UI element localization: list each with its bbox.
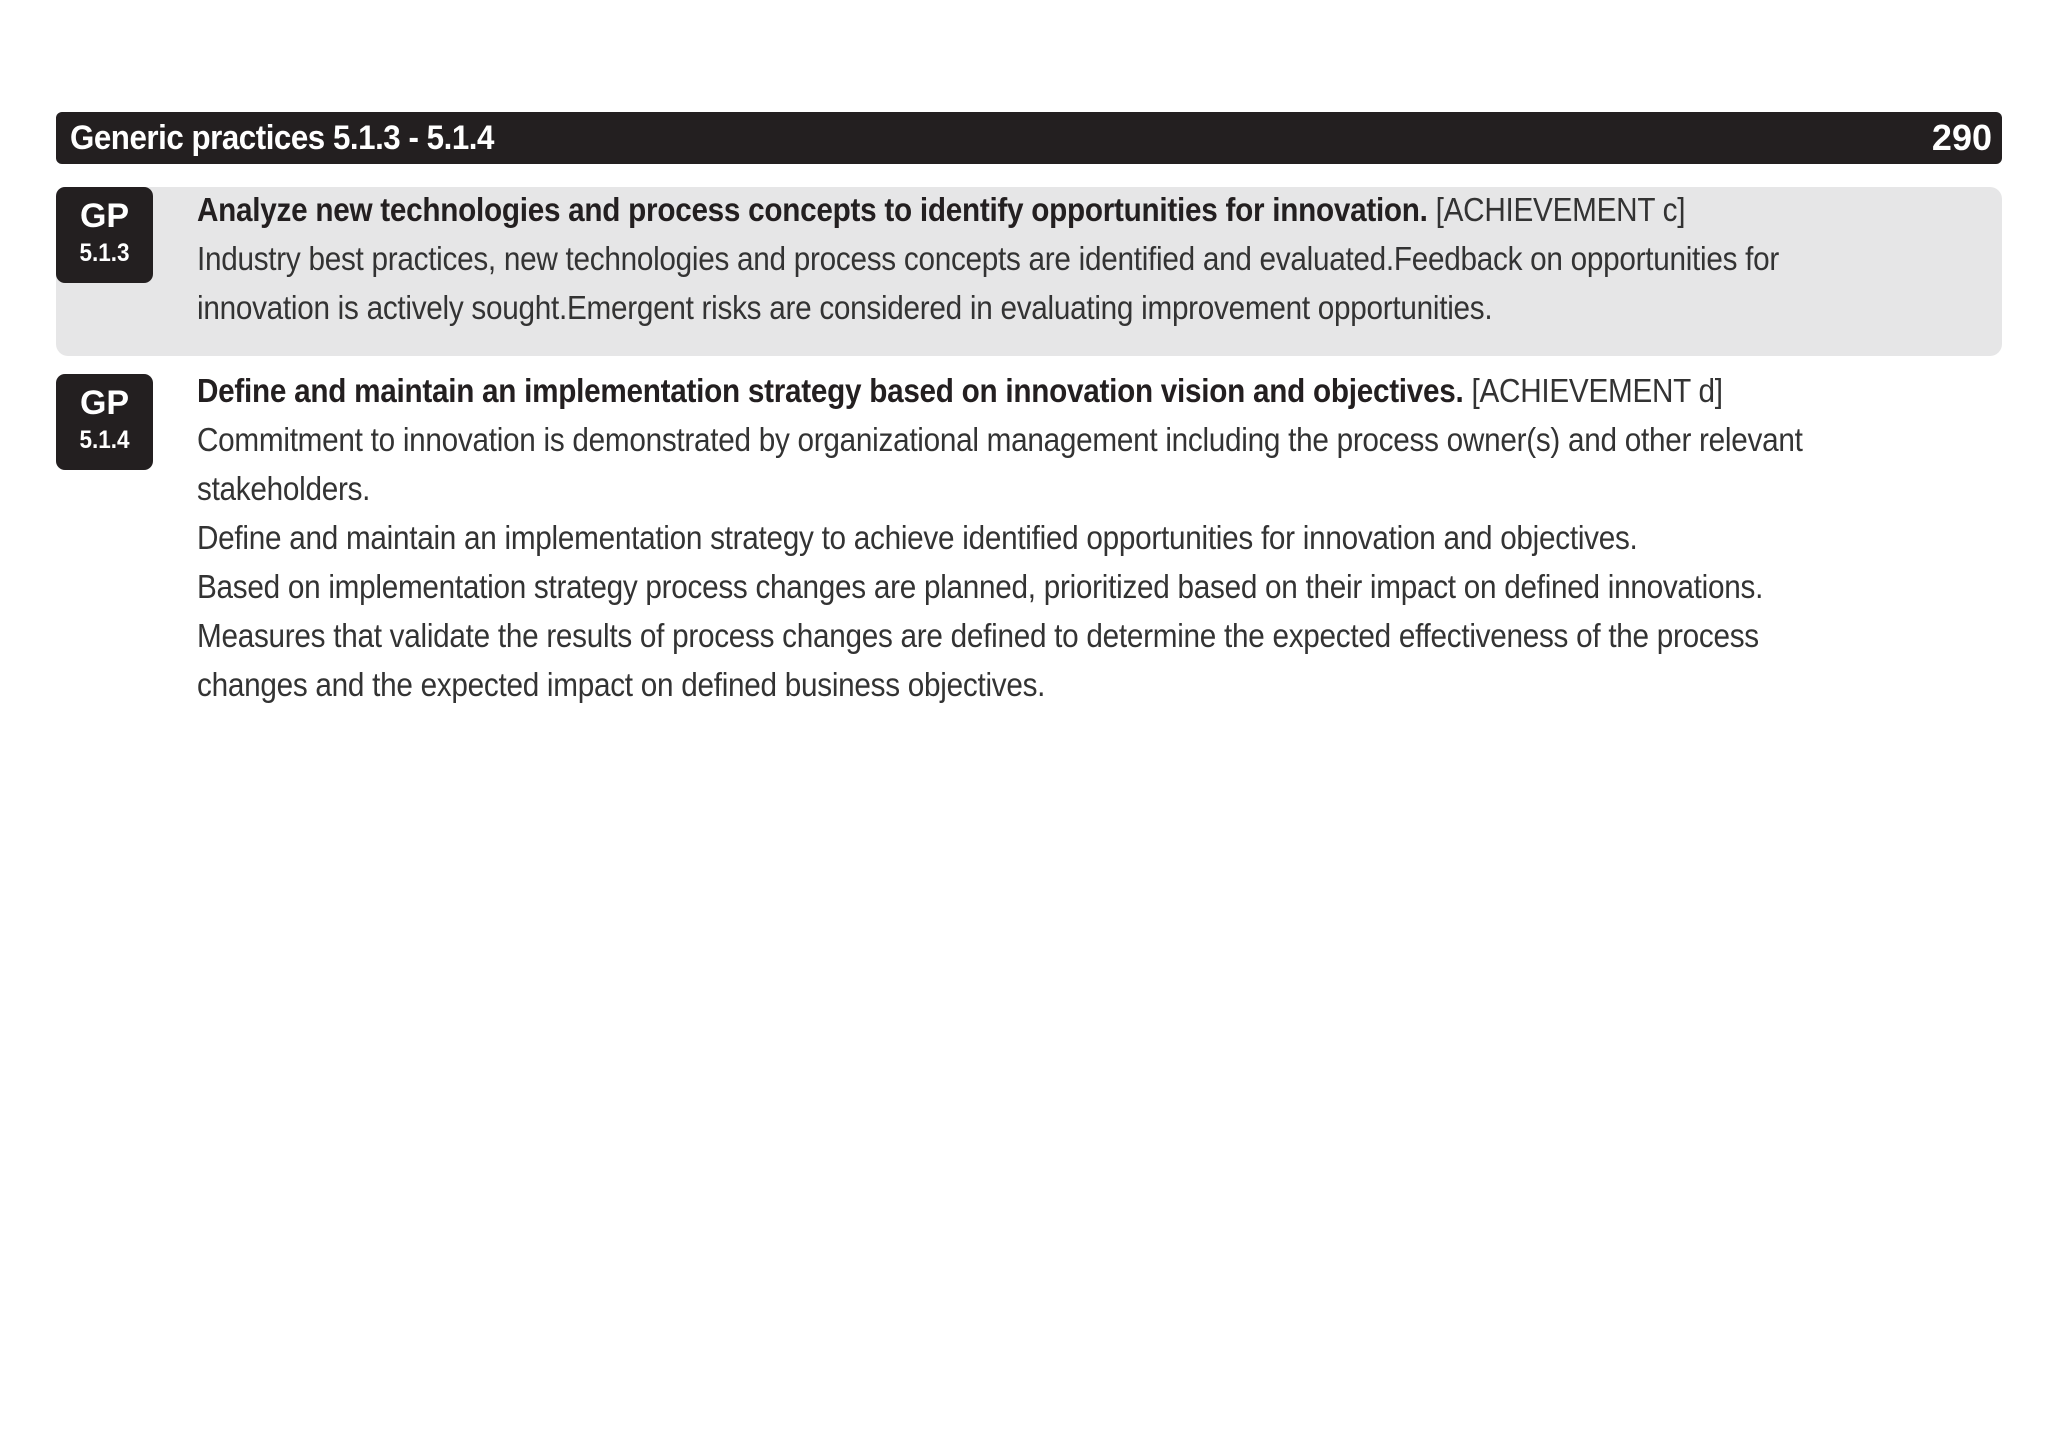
practice-text bbox=[197, 185, 1997, 332]
practice-achievement: [ACHIEVEMENT c] bbox=[1435, 191, 1686, 228]
practice-line: Measures that validate the results of process changes are defined to determine the expected effectiveness of the process bbox=[197, 617, 1759, 654]
page-title: Generic practices 5.1.3 - 5.1.4 bbox=[70, 118, 494, 157]
practice-line: Industry best practices, new technologies and process concepts are identified and evaluated.Feedback on opportunities for bbox=[197, 240, 1780, 277]
practice-line: Define and maintain an implementation strategy to achieve identified opportunities for innovation and objectives. bbox=[197, 519, 1638, 556]
practice-gp-5-1-4 bbox=[56, 374, 2002, 714]
practice-gp-5-1-3 bbox=[56, 187, 2002, 356]
gp-badge bbox=[56, 374, 153, 470]
practice-title: Analyze new technologies and process concepts to identify opportunities for innovation. bbox=[197, 191, 1428, 228]
practice-line: Commitment to innovation is demonstrated by organizational management including the process owner(s) and other relevant bbox=[197, 421, 1803, 458]
practice-achievement: [ACHIEVEMENT d] bbox=[1471, 372, 1723, 409]
gp-badge-number: 5.1.4 bbox=[79, 426, 130, 454]
header-bar bbox=[56, 112, 2002, 164]
practice-heading-line bbox=[197, 185, 1817, 234]
gp-badge-label: GP bbox=[79, 197, 130, 235]
gp-badge-label: GP bbox=[79, 384, 130, 422]
practice-heading-line bbox=[197, 366, 1817, 415]
gp-badge-number: 5.1.3 bbox=[79, 239, 130, 267]
practice-line: stakeholders. bbox=[197, 470, 371, 507]
practice-line: Based on implementation strategy process changes are planned, prioritized based on their impact on defined innovations. bbox=[197, 568, 1764, 605]
practice-line: changes and the expected impact on defined business objectives. bbox=[197, 666, 1046, 703]
gp-badge bbox=[56, 187, 153, 283]
practice-title: Define and maintain an implementation strategy based on innovation vision and objectives. bbox=[197, 372, 1464, 409]
practice-text bbox=[197, 366, 1997, 709]
practice-line: innovation is actively sought.Emergent risks are considered in evaluating improvement opportunities. bbox=[197, 289, 1493, 326]
page-number: 290 bbox=[1931, 117, 1992, 158]
